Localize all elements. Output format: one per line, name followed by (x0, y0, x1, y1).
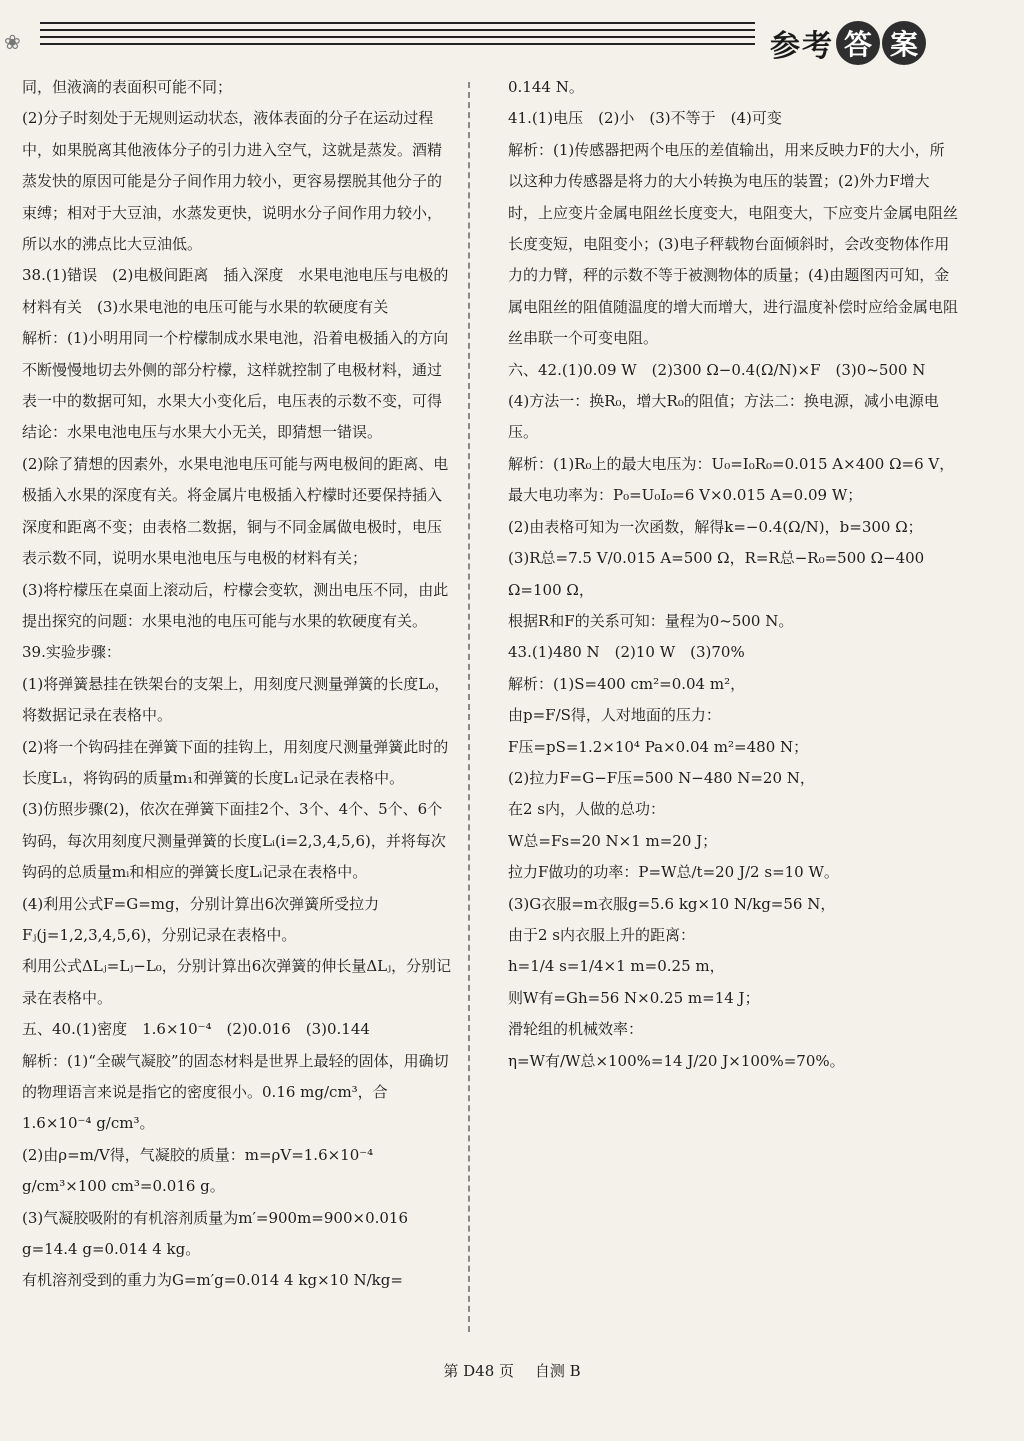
formula-line: h=1/4 s=1/4×1 m=0.25 m， (508, 957, 725, 976)
analysis-paragraph: 解析：(1)“全碳气凝胶”的固态材料是世界上最轻的固体，用确切的物理语言来说是指它的密度很小。0.16 mg/cm³，合1.6×10⁻⁴ g/cm³。 (22, 1051, 449, 1133)
analysis-paragraph: 解析：(1)S=400 cm²=0.04 m²， (508, 674, 746, 693)
formula-line: 根据R和F的关系可知：量程为0~500 N。 (508, 611, 794, 630)
header-rule (40, 22, 755, 62)
left-column (22, 72, 454, 1297)
step-paragraph: 利用公式ΔLⱼ=Lⱼ−L₀，分别计算出6次弹簧的伸长量ΔLⱼ，分别记录在表格中。 (22, 957, 452, 1007)
formula-line: 则W有=Gh=56 N×0.25 m=14 J； (508, 988, 760, 1007)
step-paragraph: (3)仿照步骤(2)，依次在弹簧下面挂2个、3个、4个、5个、6个钩码，每次用刻度尺测量弹簧的长度Lᵢ(i=2,3,4,5,6)，并将每次钩码的总质量mᵢ和相应的弹簧长度Lᵢ记录在表格中。 (22, 800, 446, 882)
answer-paragraph: (3)将柠檬压在桌面上滚动后，柠檬会变软，测出电压不同，由此提出探究的问题：水果电池的电压可能与水果的软硬度有关。 (22, 580, 449, 630)
step-paragraph: (2)将一个钩码挂在弹簧下面的挂钩上，用刻度尺测量弹簧此时的长度L₁，将钩码的质量m₁和弹簧的长度L₁记录在表格中。 (22, 737, 449, 787)
formula-line: (2)由表格可知为一次函数，解得k=−0.4(Ω/N)，b=300 Ω； (508, 517, 923, 536)
analysis-paragraph: 解析：(1)传感器把两个电压的差值输出，用来反映力F的大小，所以这种力传感器是将力的大小转换为电压的装置；(2)外力F增大时，上应变片金属电阻丝长度变大，电阻变大，下应变片金属电阻丝长度变短，电阻变小；(3)电子秤载物台面倾斜时，会改变物体作用力的力臂，秤的示数不等于被测物体的质量；(4)由题图丙可知，金属电阻丝的阻值随温度的增大而增大，进行温度补偿时应给金属电阻丝串联一个可变电阻。 (508, 140, 959, 348)
header-title-circle-2: 案 (882, 21, 926, 65)
column-divider (468, 82, 470, 1332)
formula-line: η=W有/W总×100%=14 J/20 J×100%=70%。 (508, 1051, 845, 1070)
step-paragraph: (4)利用公式F=G=mg，分别计算出6次弹簧所受拉力Fⱼ(j=1,2,3,4,5,6)，分别记录在表格中。 (22, 894, 380, 944)
answer-paragraph: 0.144 N。 (508, 78, 584, 96)
page-header-title (770, 18, 926, 68)
answer-paragraph: (2)分子时刻处于无规则运动状态，液体表面的分子在运动过程中，如果脱离其他液体分子的引力进入空气，这就是蒸发。酒精蒸发快的原因可能是分子间作用力较小，更容易摆脱其他分子的束缚；相对于大豆油，水蒸发更快，说明水分子间作用力较小，所以水的沸点比大豆油低。 (22, 109, 443, 254)
answer-40: 五、40.(1)密度 1.6×10⁻⁴ (2)0.016 (3)0.144 (22, 1020, 370, 1039)
formula-line: 在2 s内，人做的总功： (508, 800, 666, 819)
analysis-paragraph: 解析：(1)小明用同一个柠檬制成水果电池，沿着电极插入的方向不断慢慢地切去外侧的部分柠檬，这样就控制了电极材料，通过表一中的数据可知，水果大小变化后，电压表的示数不变，可得结论：水果电池电压与水果大小无关，即猜想一错误。 (22, 329, 449, 442)
step-paragraph: (1)将弹簧悬挂在铁架台的支架上，用刻度尺测量弹簧的长度L₀，将数据记录在表格中。 (22, 674, 450, 725)
formula-line: 由于2 s内衣服上升的距离： (508, 925, 696, 944)
answer-42: 六、42.(1)0.09 W (2)300 Ω−0.4(Ω/N)×F (3)0~500 N (508, 360, 926, 379)
header-title-plain: 参考 (770, 29, 834, 64)
answer-38: 38.(1)错误 (2)电极间距离 插入深度 水果电池电压与电极的材料有关 (3)水果电池的电压可能与水果的软硬度有关 (22, 266, 449, 316)
page-number: 第 D48 页 (443, 1362, 515, 1380)
answer-paragraph: 同，但液滴的表面积可能不同； (22, 78, 233, 96)
analysis-paragraph: 解析：(1)R₀上的最大电压为：U₀=I₀R₀=0.015 A×400 Ω=6 V， (508, 454, 955, 473)
answer-39: 39.实验步骤： (22, 643, 121, 662)
section-label: 自测 B (534, 1362, 581, 1380)
header-title-circle-1: 答 (836, 21, 880, 65)
formula-line: W总=Fs=20 N×1 m=20 J； (508, 831, 718, 850)
formula-line: 滑轮组的机械效率： (508, 1020, 644, 1039)
answer-paragraph: (2)由ρ=m/V得，气凝胶的质量：m=ρV=1.6×10⁻⁴ g/cm³×100 cm³=0.016 g。 (22, 1145, 374, 1196)
formula-line: 最大电功率为：P₀=U₀I₀=6 V×0.015 A=0.09 W； (508, 486, 863, 505)
answer-paragraph: (4)方法一：换R₀，增大R₀的阻值；方法二：换电源，减小电源电压。 (508, 392, 939, 442)
formula-line: 拉力F做功的功率：P=W总/t=20 J/2 s=10 W。 (508, 863, 839, 882)
formula-line: 由p=F/S得，人对地面的压力： (508, 706, 721, 725)
answer-paragraph: (3)气凝胶吸附的有机溶剂质量为m′=900m=900×0.016 g=14.4 g=0.014 4 kg。 (22, 1208, 409, 1259)
formula-line: (3)G衣服=m衣服g=5.6 kg×10 N/kg=56 N， (508, 894, 836, 913)
formula-line: (2)拉力F=G−F压=500 N−480 N=20 N， (508, 768, 815, 787)
answer-paragraph: (2)除了猜想的因素外，水果电池电压可能与两电极间的距离、电极插入水果的深度有关。将金属片电极插入柠檬时还要保持插入深度和距离不变；由表格二数据，铜与不同金属做电极时，电压表示数不同，说明水果电池电压与电极的材料有关； (22, 454, 449, 568)
formula-line: F压=pS=1.2×10⁴ Pa×0.04 m²=480 N； (508, 737, 809, 756)
answer-43: 43.(1)480 N (2)10 W (3)70% (508, 643, 745, 662)
answer-paragraph: 有机溶剂受到的重力为G=m′g=0.014 4 kg×10 N/kg= (22, 1271, 403, 1290)
page-footer (0, 1360, 1024, 1381)
answer-41: 41.(1)电压 (2)小 (3)不等于 (4)可变 (508, 109, 782, 128)
decorative-flower-icon: ❀ (4, 30, 21, 54)
right-column (508, 72, 958, 1077)
formula-line: (3)R总=7.5 V/0.015 A=500 Ω，R=R总−R₀=500 Ω−400 Ω=100 Ω， (508, 549, 925, 599)
